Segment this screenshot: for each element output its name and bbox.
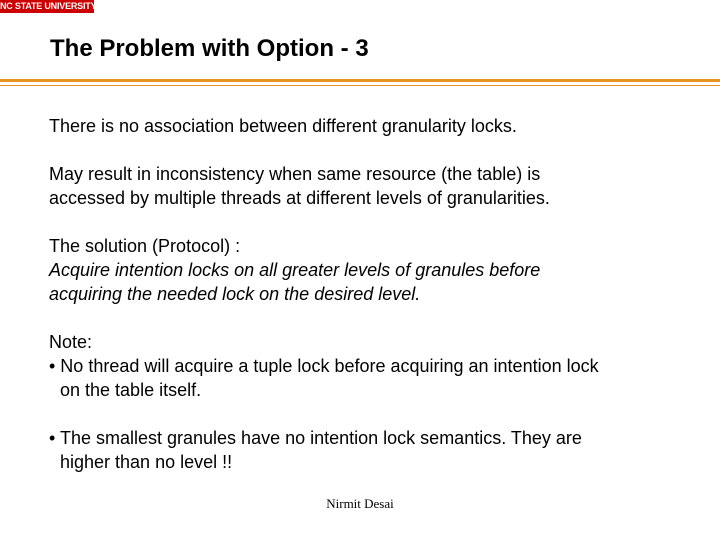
spacer [49,402,709,426]
note-bullet-2-line1: • The smallest granules have no intention lock semantics. They are [49,428,582,448]
paragraph-inconsistency-line2: accessed by multiple threads at different levels of granularities. [49,188,550,208]
solution-text-line1: Acquire intention locks on all greater levels of granules before [49,260,541,280]
solution-text-line2: acquiring the needed lock on the desired level. [49,284,421,304]
footer-author: Nirmit Desai [326,496,394,511]
spacer [49,306,709,330]
note-bullet-1-line1: • No thread will acquire a tuple lock before acquiring an intention lock [49,356,599,376]
note-label: Note: [49,332,93,352]
title-divider-thick [0,79,720,82]
university-logo: NC STATE UNIVERSITY [0,1,97,11]
solution-label: The solution (Protocol) : [49,236,241,256]
note-bullet-2-line2: higher than no level !! [60,452,233,472]
note-bullet-1-line2: on the table itself. [60,380,202,400]
slide-title: The Problem with Option - 3 [50,35,369,62]
slide-body [49,114,709,474]
paragraph-no-association: There is no association between different granularity locks. [49,116,517,136]
paragraph-inconsistency-line1: May result in inconsistency when same resource (the table) is [49,164,541,184]
spacer [49,210,709,234]
title-divider-thin [0,85,720,86]
spacer [49,138,709,162]
